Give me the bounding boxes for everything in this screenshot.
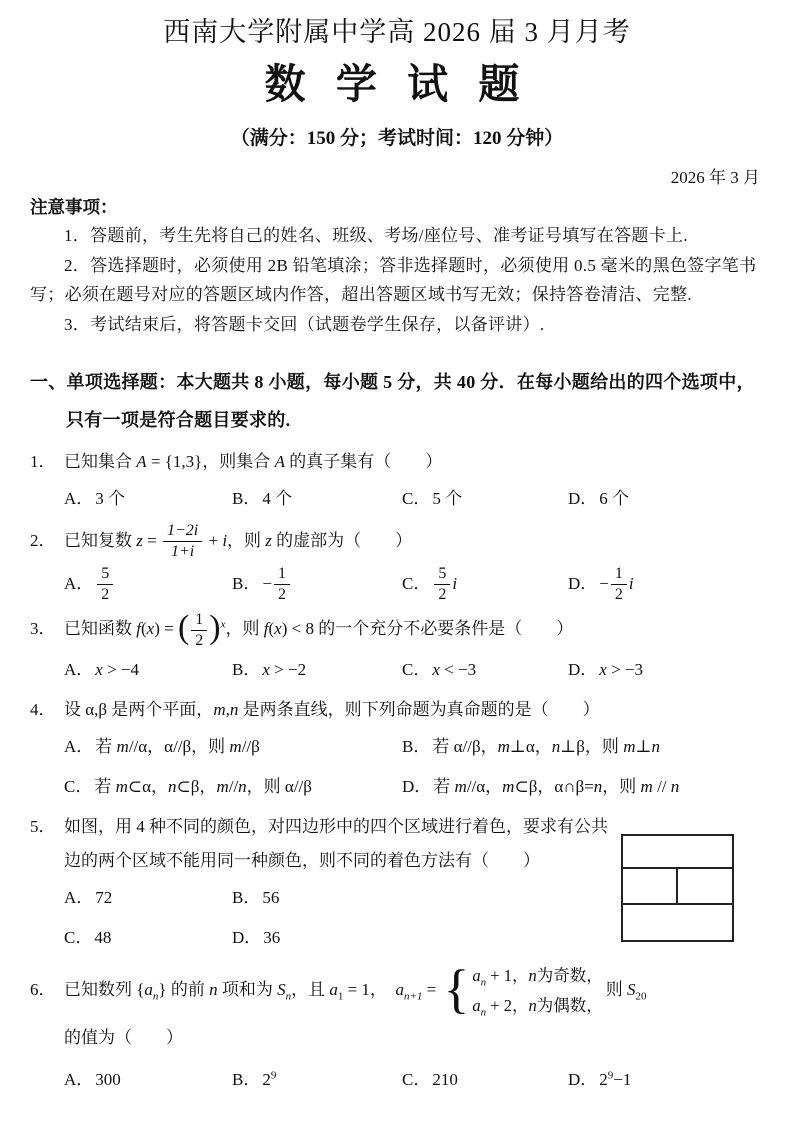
question-5-options bbox=[30, 881, 460, 955]
question-4-option-c: C． 若 m⊂α，n⊂β，m//n，则 α//β bbox=[64, 777, 312, 797]
question-6-options bbox=[30, 1063, 764, 1097]
question-4-stem bbox=[30, 693, 764, 727]
question-3-options bbox=[30, 653, 764, 687]
question-2-number: 2． bbox=[30, 530, 56, 550]
question-5-text: 如图，用 4 种不同的颜色，对四边形中的四个区域进行着色，要求有公共边的两个区域不能用同一种颜色，则不同的着色方法有（ ） bbox=[64, 817, 608, 871]
question-3-text: 已知函数 f(x) = ( $\frac{1}{2}$ )$^x$，则 f(x) < 8 的一个充分不必要条件是（ ） bbox=[64, 609, 574, 649]
question-5-option-d: D． 36 bbox=[232, 928, 281, 948]
section-heading: 一、单项选择题：本大题共 8 小题，每小题 5 分，共 40 分．在每小题给出的四个选项中，只有一项是符合题目要求的. bbox=[30, 372, 755, 430]
question-2-text: 已知复数 z = $\frac{1-2i}{1+i}$ + i，则 z 的虚部为（ ） bbox=[64, 522, 413, 561]
question-1-option-b: B． 4 个 bbox=[232, 489, 293, 508]
question-1-options bbox=[30, 482, 764, 516]
question-1-text: 已知集合 A = {1,3}，则集合 A 的真子集有（ ） bbox=[64, 452, 443, 471]
question-4-text: 设 α,β 是两个平面，m,n 是两条直线，则下列命题为真命题的是（ ） bbox=[64, 700, 600, 720]
question-6-option-c: C． 210 bbox=[402, 1070, 458, 1090]
question-3-option-a: A． x > −4 bbox=[64, 660, 140, 680]
question-3 bbox=[30, 611, 764, 688]
question-3-number: 3． bbox=[30, 619, 56, 639]
question-6-text: 已知数列 $\{a_n\}$ 的前 n 项和为 $S_n$，且 $a_1 = 1$， $a_{n+1}$ = { $a_n + 1$，n为奇数， $a_n + 2$，n为偶数， 则 $S_{20}$ 的值为（ ） bbox=[64, 959, 647, 1048]
question-5-number: 5． bbox=[30, 817, 56, 837]
question-1-option-c: C． 5 个 bbox=[402, 489, 463, 508]
school-header: 西南大学附属中学高 2026 届 3 月月考 bbox=[163, 17, 631, 47]
question-1 bbox=[30, 445, 764, 516]
notice-item-2: 2．答选择题时，必须使用 2B 铅笔填涂；答非选择题时，必须使用 0.5 毫米的黑色签字笔书写；必须在题号对应的答题区域内作答，超出答题区域书写无效；保持答卷清洁、完整. bbox=[30, 255, 757, 304]
question-4-option-d: D． 若 m//α，m⊂β，α∩β=n，则 m // n bbox=[402, 777, 680, 797]
figure-middle-divider bbox=[676, 869, 678, 903]
exam-date: 2026 年 3 月 bbox=[670, 168, 760, 187]
figure-region-bottom bbox=[623, 905, 732, 938]
notice-item-3: 3．考试结束后，将答题卡交回（试题卷学生保存，以备评讲）. bbox=[64, 314, 545, 334]
question-2 bbox=[30, 522, 764, 605]
question-5-option-a: A． 72 bbox=[64, 888, 113, 908]
question-6-option-a: A． 300 bbox=[64, 1070, 121, 1090]
question-6-option-b: B． $2^9$ bbox=[232, 1069, 277, 1090]
question-4-option-b: B． 若 α//β，m⊥α，n⊥β，则 m⊥n bbox=[402, 737, 660, 757]
question-6 bbox=[30, 961, 764, 1097]
question-4 bbox=[30, 693, 764, 804]
question-1-option-d: D． 6 个 bbox=[568, 489, 630, 508]
question-6-option-d: D． $2^9-1$ bbox=[568, 1069, 632, 1090]
exam-title: 数 学 试 题 bbox=[264, 61, 530, 107]
question-5 bbox=[30, 810, 764, 955]
notice-section bbox=[30, 194, 764, 339]
exam-subtitle: （满分：150 分；考试时间：120 分钟） bbox=[230, 128, 564, 149]
question-2-stem bbox=[30, 522, 764, 562]
question-2-option-b: B． − $\frac{1}{2}$ bbox=[232, 565, 402, 605]
question-1-number: 1． bbox=[30, 452, 56, 471]
question-3-option-b: B． x > −2 bbox=[232, 660, 307, 680]
question-5-option-b: B． 56 bbox=[232, 888, 280, 908]
coloring-regions-figure bbox=[621, 834, 734, 942]
question-4-options bbox=[30, 730, 764, 804]
question-2-option-a: A． $\frac{5}{2}$ bbox=[64, 565, 232, 605]
question-3-option-c: C． x < −3 bbox=[402, 660, 477, 680]
notice-item-1: 1．答题前，考生先将自己的姓名、班级、考场/座位号、准考证号填写在答题卡上. bbox=[64, 226, 688, 245]
question-2-option-d: D． − $\frac{1}{2}$ i bbox=[568, 564, 634, 604]
question-2-options bbox=[30, 565, 764, 605]
question-5-option-c: C． 48 bbox=[64, 928, 112, 948]
question-3-stem bbox=[30, 611, 764, 651]
question-6-stem bbox=[30, 961, 764, 1055]
figure-region-top bbox=[623, 836, 732, 869]
question-1-stem bbox=[30, 445, 764, 479]
question-1-option-a: A． 3 个 bbox=[64, 489, 126, 508]
question-2-option-c: C． $\frac{5}{2}$ i bbox=[402, 564, 458, 604]
question-4-number: 4． bbox=[30, 700, 56, 720]
question-3-option-d: D． x > −3 bbox=[568, 660, 644, 680]
question-6-number: 6． bbox=[30, 980, 56, 1000]
notice-title: 注意事项： bbox=[30, 197, 118, 217]
figure-region-middle bbox=[623, 869, 732, 905]
question-list bbox=[30, 445, 764, 1097]
question-4-option-a: A． 若 m//α，α//β，则 m//β bbox=[64, 737, 260, 757]
